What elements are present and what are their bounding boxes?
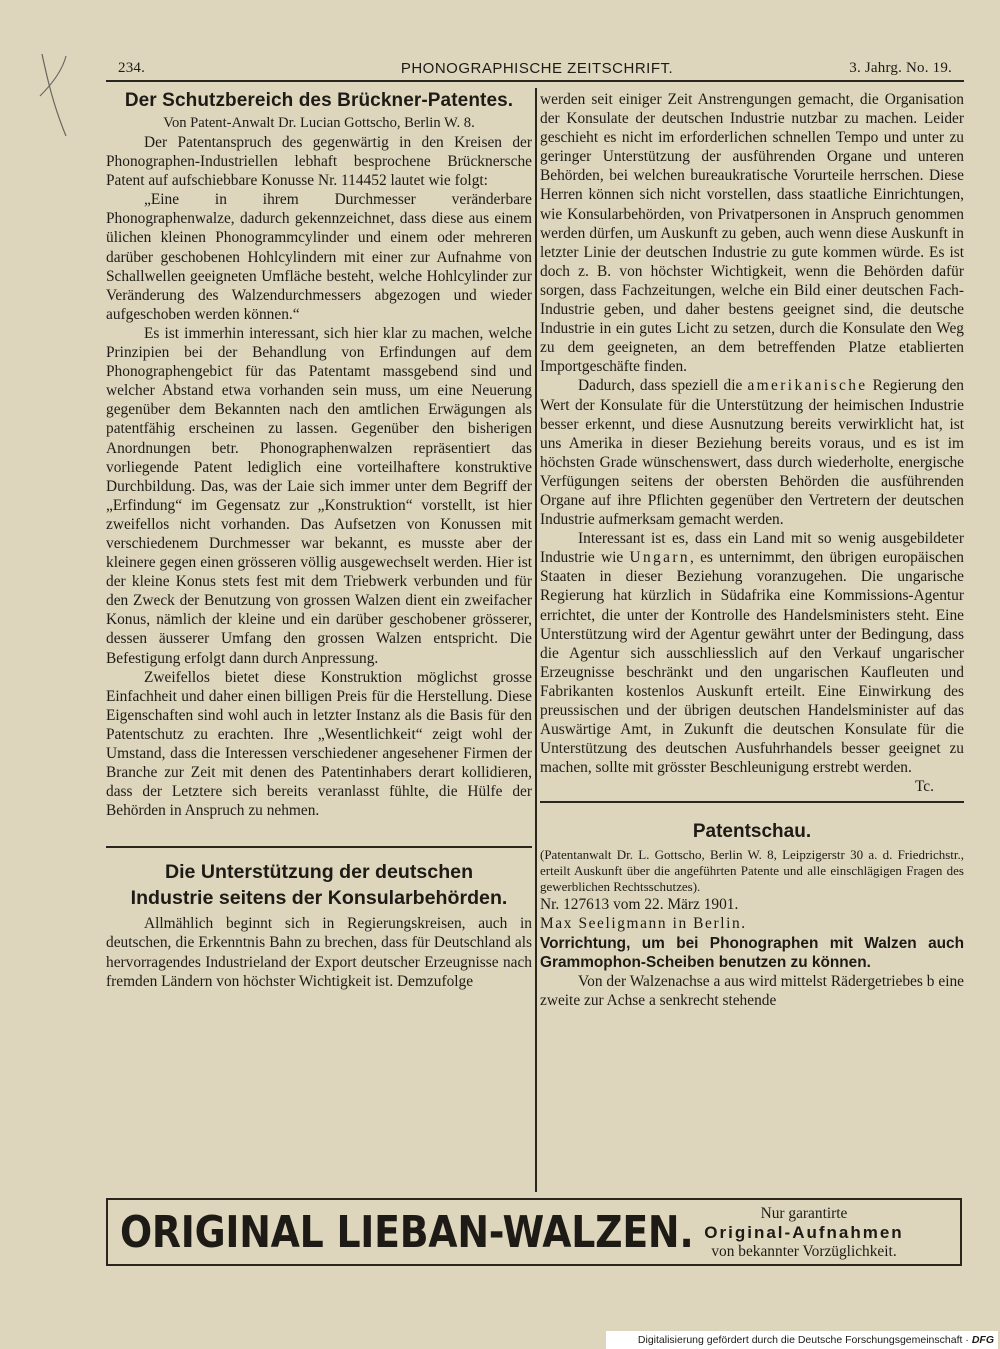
footer-text: Digitalisierung gefördert durch die Deutsche Forschungsgemeinschaft · <box>637 1334 969 1346</box>
ad-line: Nur garantirte <box>760 1205 848 1222</box>
left-column <box>106 90 532 991</box>
article-paragraph: Zweifellos bietet diese Konstruktion möglichst grosse Einfachheit und daher einen billigen Preis für die Herstellung. Diese Eigenschaften sind wohl auch in letzter Instanz als die Basis für den Patentschutz zu erachten. Ihre „Wesentlichkeit“ zeigt wohl der Umstand, dass die Interessen verschiedener angesehener Firmen der Branche zur Zeit mit denen des Patentinhabers derart kollidieren, dass der Letztere sich bereits veranlasst fühlte, die Hülfe der Behörden in Anspruch zu nehmen. <box>106 668 532 820</box>
text-run: , es unternimmt, den übrigen europäischen Staaten in dieser Beziehung voranzugehen. Die ungarische Regierung hat kürzlich in Südafrika eine Kommissions-Agentur errichtet, die unter der Kontrolle des Handelsministers steht. Eine Unterstützung wird der Agentur gewährt unter der Bedingung, dass die Agentur sich ausschliesslich auf den Verkauf ungarischer Erzeugnisse beschränkt und den ungarischen Kaufleuten und Fabrikanten kostenlos Auskunft erteilt. Eine Einwirkung des preussischen und der übrigen deutschen Handelsminister auf das Auswärtige Amt, in Zukunft die deutschen Konsulate für die Unterstützung des deutschen Ausfuhrhandels besser geeignet zu machen, sollte mit grösster Beschleunigung erstrebt werden. <box>540 549 964 777</box>
patent-text: Von der Walzenachse a aus wird mittelst Rädergetriebes b eine zweite zur Achse a senkrecht stehende <box>540 972 964 1009</box>
dfg-logo: DFG <box>971 1334 994 1346</box>
journal-title: PHONOGRAPHISCHE ZEITSCHRIFT. <box>400 60 674 77</box>
article-title: Die Unterstützung der deutschen <box>164 861 474 884</box>
column-rule <box>535 88 537 1192</box>
text-run: Regierung den Wert der Konsulate für die Unterstützung der heimischen Industrie besser erkennt, und diese Ausnutzung bereits verwirklicht hat, ist uns Amerika in dieser Beziehung bereits voraus, und es ist im höchsten Grade wünschenswert, dass durch wiederholte, energische Verfügungen seitens der obersten Behörden die ausführenden Organe auf ihre Pflichten gegenüber den Vertretern der deutschen Industrie aufmerksam gemacht werden. <box>540 377 965 529</box>
section-divider <box>106 846 532 848</box>
page-number: 234. <box>118 60 146 76</box>
patent-note: (Patentanwalt Dr. L. Gottscho, Berlin W. 8, Leipzigerstr 30 a. d. Friedrichstr., erteilt Auskunft über die angeführten Patente und alle einschlägigen Fragen des gewerblichen Rechtsschutzes). <box>540 847 964 895</box>
section-title: Patentschau. <box>692 821 812 843</box>
emphasis-text: Ungarn <box>629 549 690 567</box>
section-divider <box>540 801 964 803</box>
pencil-mark <box>36 52 76 138</box>
ad-text <box>664 1204 944 1261</box>
article-paragraph: Es ist immerhin interessant, sich hier klar zu machen, welche Prinzipien bei der Behandlung von Erfindungen auf dem Phonographengebict für das Patentamt massgebend sind und welcher Abstand etwa vorhanden sein muss, um eine Neuerung gegenüber dem Bekannten nach den amtlichen Erwägungen als patentfähig erscheinen zu lassen. Gegenüber den bisherigen Anordnungen betr. Phonographenwalzen repräsentiert das vorliegende Patent lediglich eine vorteilhaftere konstruktive Durchbildung. Das, was der Laie sich immer unter dem Begriff der „Erfindung“ im Gegensatz zur „Konstruktion“ vorstellt, ist hier zweifellos nicht vorhanden. Das Aufsetzen von Konussen mit verschiedenem Durchmesser war bekannt, es musste aber der kleinere gegen einen grösseren völlig ausgewechselt werden. Hier ist der kleine Konus stets fest mit dem Triebwerk verbunden und für den Zweck der Benutzung von grossen Walzen dient ein zweifacher Konus, nämlich der kleine und ein darüber geschobener grösserer, dessen äusserer Umfang den grossen Walzen entspricht. Die Befestigung erfolgt dann durch Anpressung. <box>106 324 532 667</box>
article-title: Der Schutzbereich des Brückner-Patentes. <box>124 90 514 111</box>
article-paragraph <box>540 376 964 529</box>
advertisement <box>106 1198 962 1266</box>
article-byline: Von Patent-Anwalt Dr. Lucian Gottscho, Berlin W. 8. <box>163 115 475 131</box>
article-paragraph <box>540 529 964 796</box>
author-signature: Tc. <box>914 778 934 796</box>
article-title: Industrie seitens der Konsularbehörden. <box>130 887 508 910</box>
article-paragraph: Allmählich beginnt sich in Regierungskreisen, auch in deutschen, die Erkenntnis Bahn zu brechen, dass für Deutschland als hervorragendes Industrieland der Export deutscher Erzeugnisse nach fremden Ländern von höchster Wichtigkeit ist. Demzufolge <box>106 915 532 990</box>
digitization-footer <box>606 1331 998 1349</box>
right-column <box>540 90 964 1010</box>
ad-line: von bekannter Vorzüglichkeit. <box>711 1243 897 1260</box>
patent-title: Vorrichtung, um bei Phonographen mit Walzen auch Grammophon-Scheiben benutzen zu können. <box>540 934 964 971</box>
text-run: Interessant ist es, dass ein Land mit so wenig ausgebildeter Industrie wie <box>540 530 964 567</box>
ad-line-bold: Original-Aufnahmen <box>704 1223 904 1242</box>
ad-headline: ORIGINAL LIEBAN-WALZEN. <box>120 1207 694 1258</box>
emphasis-text: amerikanische <box>747 377 868 395</box>
issue-info: 3. Jahrg. No. 19. <box>849 60 952 76</box>
patent-holder: Max Seeligmann in Berlin. <box>540 915 747 933</box>
article-paragraph: werden seit einiger Zeit Anstrengungen gemacht, die Organisation der Konsulate der deutschen Industrie nutzbar zu machen. Leider geschieht es nicht im erforderlichen schnellen Tempo und unter zu geringer Unterstützung der ausführenden Organe und unteren Behörden, bei welchen bureaukratische Vorurteile herrschen. Diese Herren können sich nicht vorstellen, dass staatliche Einrichtungen, wie Konsularbehörden, von Privatpersonen in Anspruch genommen werden dürfen, um Auskunft zu geben, auch wenn diese Auskunft in letzter Linie der deutschen Industrie zu gute kommen würde. Es ist doch z. B. von höchster Wichtigkeit, wenn die Behörden dafür sorgen, dass Fachzeitungen, welche ein Bild einer deutschen Fach-Industrie geben, und daher bestens geeignet sind, die deutsche Industrie in ein gutes Licht zu setzen, durch die Konsulate den Weg zu dem geeigneten, an dem betreffenden Platze etablierten Importgeschäfte finden. <box>540 91 964 376</box>
header-rule <box>106 80 964 82</box>
article-paragraph: „Eine in ihrem Durchmesser veränderbare Phonographenwalze, dadurch gekennzeichnet, dass diese aus einem ülichen kleinen Phonogrammcylinder und einem oder mehreren darüber geschobenen Hohlcylindern mit einer zur Aufnahme von Schallwellen geeigneten Umfläche besteht, welche Hohlcylinder zur Veränderung des Walzendurchmessers abgezogen und wieder aufgeschoben werden können.“ <box>106 191 532 323</box>
text-run: Dadurch, dass speziell die <box>578 377 748 395</box>
running-head <box>118 58 956 82</box>
article-paragraph: Der Patentanspruch des gegenwärtig in den Kreisen der Phonographen-Industriellen lebhaft besprochene Brücknersche Patent auf aufschiebbare Konusse Nr. 114452 lautet wie folgt: <box>106 134 532 190</box>
patent-number: Nr. 127613 vom 22. März 1901. <box>540 896 739 914</box>
